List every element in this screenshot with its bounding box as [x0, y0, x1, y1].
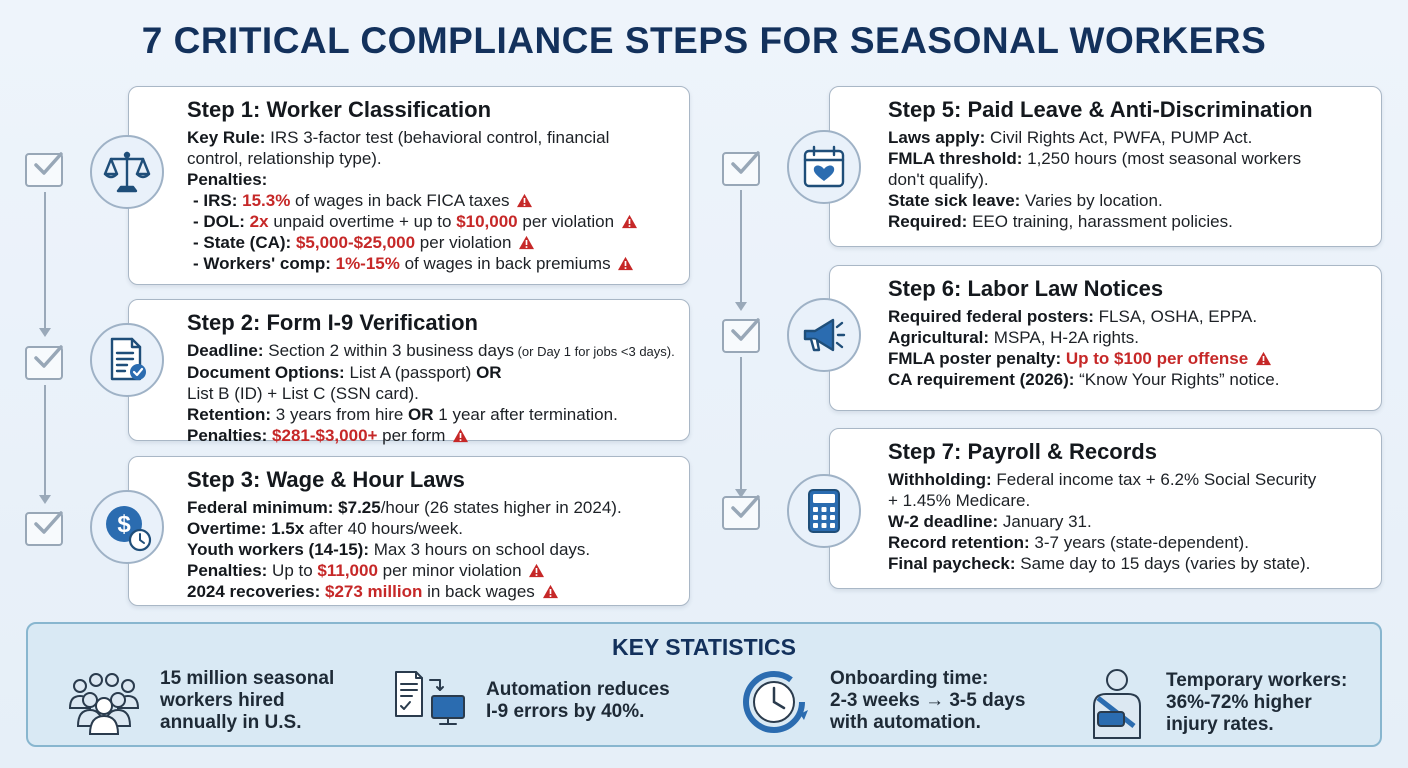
connector-line [740, 190, 742, 304]
step-7-card [829, 428, 1382, 589]
stat-line: 36%-72% higher [1166, 692, 1312, 713]
label: Record retention: [888, 533, 1030, 552]
text: Same day to 15 days (varies by state). [1015, 554, 1311, 573]
penalty-value: $5,000-$25,000 [295, 233, 416, 252]
penalty-value: Up to $100 per offense [1061, 349, 1249, 368]
label: CA requirement (2026): [888, 370, 1075, 389]
checkbox-step-6 [722, 319, 760, 353]
penalty-value: $281-$3,000+ [272, 426, 378, 445]
or-text: OR [476, 363, 502, 382]
text: in back wages [422, 582, 535, 601]
label: Federal minimum: [187, 498, 334, 517]
text: /hour (26 states higher in 2024). [380, 498, 622, 517]
penalty-value: 15.3% [242, 191, 291, 210]
label: Retention: [187, 405, 272, 424]
penalty-value: 1%-15% [335, 254, 400, 273]
label: - State (CA): [193, 233, 292, 252]
text: + 1.45% Medicare. [888, 491, 1031, 510]
checkbox-step-1 [25, 153, 63, 187]
stat-line: annually in U.S. [160, 712, 302, 733]
stat-line: 15 million seasonal [160, 668, 335, 689]
text: FLSA, OSHA, EPPA. [1093, 307, 1258, 326]
text: Varies by location. [1020, 191, 1163, 210]
label: Required: [888, 212, 968, 231]
penalty-value: 2x [249, 212, 269, 231]
text: Max 3 hours on school days. [369, 540, 591, 559]
text: Federal income tax + 6.2% Social Security [991, 470, 1317, 489]
label: Key Rule: [187, 128, 266, 147]
step-7-icon-circle [787, 474, 861, 548]
document-computer-icon [390, 666, 470, 736]
label: Withholding: [888, 470, 992, 489]
label: 2024 recoveries: [187, 582, 321, 601]
penalty-value: $11,000 [317, 561, 378, 580]
check-icon [33, 151, 63, 177]
clock-cycle-icon [738, 666, 814, 736]
label: - Workers' comp: [193, 254, 331, 273]
text: unpaid overtime + up to [268, 212, 457, 231]
stat-item [738, 666, 1025, 736]
dollar-clock-icon [100, 500, 154, 554]
stat-line: Temporary workers: [1166, 670, 1348, 691]
stat-line: with automation. [830, 712, 981, 733]
label: Required federal posters: [888, 307, 1094, 326]
text: 1 year after termination. [433, 405, 618, 424]
stat-line: injury rates. [1166, 714, 1274, 735]
text: 3 years from hire [271, 405, 409, 424]
people-group-icon [64, 666, 144, 736]
stat-line: Onboarding time: [830, 668, 989, 689]
check-icon [33, 510, 63, 536]
label: - IRS: [193, 191, 238, 210]
warning-icon [1255, 351, 1272, 366]
step-1-icon-circle [90, 135, 164, 209]
text: 1,250 hours (most seasonal workers [1022, 149, 1302, 168]
text: of wages in back premiums [399, 254, 611, 273]
penalty-value: $10,000 [456, 212, 518, 231]
megaphone-icon [799, 310, 849, 360]
page-title: 7 CRITICAL COMPLIANCE STEPS FOR SEASONAL WORKERS [141, 20, 1267, 61]
text: MSPA, H-2A rights. [989, 328, 1139, 347]
stat-item [1084, 666, 1347, 740]
label: Final paycheck: [888, 554, 1016, 573]
step-3-icon-circle [90, 490, 164, 564]
step-title: Step 7: Payroll & Records [888, 439, 1157, 464]
stat-item [390, 666, 670, 736]
connector-arrow [39, 328, 51, 337]
connector-line [740, 357, 742, 491]
document-check-icon [102, 335, 152, 385]
text: (or Day 1 for jobs <3 days). [513, 344, 675, 359]
text: per violation [415, 233, 512, 252]
value: $7.25 [338, 498, 381, 517]
label: Penalties: [187, 561, 268, 580]
warning-icon [518, 235, 535, 250]
label: Deadline: [187, 341, 264, 360]
label: Document Options: [187, 363, 345, 382]
text: per minor violation [377, 561, 522, 580]
text: January 31. [998, 512, 1092, 531]
penalty-value: $273 million [325, 582, 423, 601]
text: Up to [267, 561, 318, 580]
stat-line: workers hired [160, 690, 285, 711]
label: Penalties: [187, 426, 268, 445]
calculator-icon [799, 486, 849, 536]
connector-line [44, 192, 46, 330]
text: “Know Your Rights” notice. [1074, 370, 1280, 389]
step-title: Step 2: Form I-9 Verification [187, 310, 478, 335]
injured-worker-icon [1084, 666, 1150, 740]
svg-text:$: $ [117, 511, 131, 538]
warning-icon [621, 214, 638, 229]
text: List A (passport) [344, 363, 477, 382]
label: Agricultural: [888, 328, 990, 347]
text: of wages in back FICA taxes [290, 191, 510, 210]
step-2-card [128, 299, 690, 445]
stat-line: I-9 errors by 40%. [486, 701, 645, 722]
text: List B (ID) + List C (SSN card). [187, 384, 419, 403]
label: Overtime: [187, 519, 267, 538]
label: W-2 deadline: [888, 512, 999, 531]
step-3-card [128, 456, 690, 606]
text: IRS 3-factor test (behavioral control, financial [265, 128, 610, 147]
step-6-icon-circle [787, 298, 861, 372]
or-text: OR [408, 405, 434, 424]
step-2-icon-circle [90, 323, 164, 397]
text: per form [377, 426, 446, 445]
warning-icon [542, 584, 559, 599]
step-title: Step 6: Labor Law Notices [888, 276, 1164, 301]
checkbox-step-3 [25, 512, 63, 546]
connector-arrow [39, 495, 51, 504]
stat-line: 2-3 weeks → 3-5 days [830, 690, 1026, 711]
step-title: Step 1: Worker Classification [187, 97, 492, 122]
warning-icon [452, 428, 469, 443]
connector-arrow [735, 302, 747, 311]
step-6-card [829, 265, 1382, 411]
check-icon [730, 317, 760, 343]
label: - DOL: [193, 212, 245, 231]
label: FMLA threshold: [888, 149, 1023, 168]
warning-icon [528, 563, 545, 578]
label: State sick leave: [888, 191, 1021, 210]
key-statistics-panel [26, 622, 1382, 747]
checkbox-step-5 [722, 152, 760, 186]
text: Civil Rights Act, PWFA, PUMP Act. [985, 128, 1253, 147]
step-5-icon-circle [787, 130, 861, 204]
calendar-heart-icon [799, 142, 849, 192]
connector-line [44, 385, 46, 497]
label: Laws apply: [888, 128, 986, 147]
text: Section 2 within 3 business days [263, 341, 514, 360]
label: FMLA poster penalty: [888, 349, 1062, 368]
stat-line: Automation reduces [486, 679, 670, 700]
stat-item [64, 666, 334, 736]
step-1-card [128, 86, 690, 285]
label: Penalties: [187, 170, 268, 189]
key-statistics-title: KEY STATISTICS [611, 634, 797, 660]
label: Youth workers (14-15): [187, 540, 370, 559]
text: per violation [517, 212, 615, 231]
value: 1.5x [271, 519, 305, 538]
text: EEO training, harassment policies. [967, 212, 1233, 231]
check-icon [730, 150, 760, 176]
text: 3-7 years (state-dependent). [1029, 533, 1249, 552]
text: after 40 hours/week. [304, 519, 463, 538]
checkbox-step-7 [722, 496, 760, 530]
step-title: Step 5: Paid Leave & Anti-Discrimination [888, 97, 1313, 122]
step-5-card [829, 86, 1382, 247]
warning-icon [516, 193, 533, 208]
text: don't qualify). [888, 170, 989, 189]
warning-icon [617, 256, 634, 271]
check-icon [33, 344, 63, 370]
checkbox-step-2 [25, 346, 63, 380]
scales-icon [102, 147, 152, 197]
step-title: Step 3: Wage & Hour Laws [187, 467, 465, 492]
check-icon [730, 494, 760, 520]
text: control, relationship type). [187, 149, 382, 168]
